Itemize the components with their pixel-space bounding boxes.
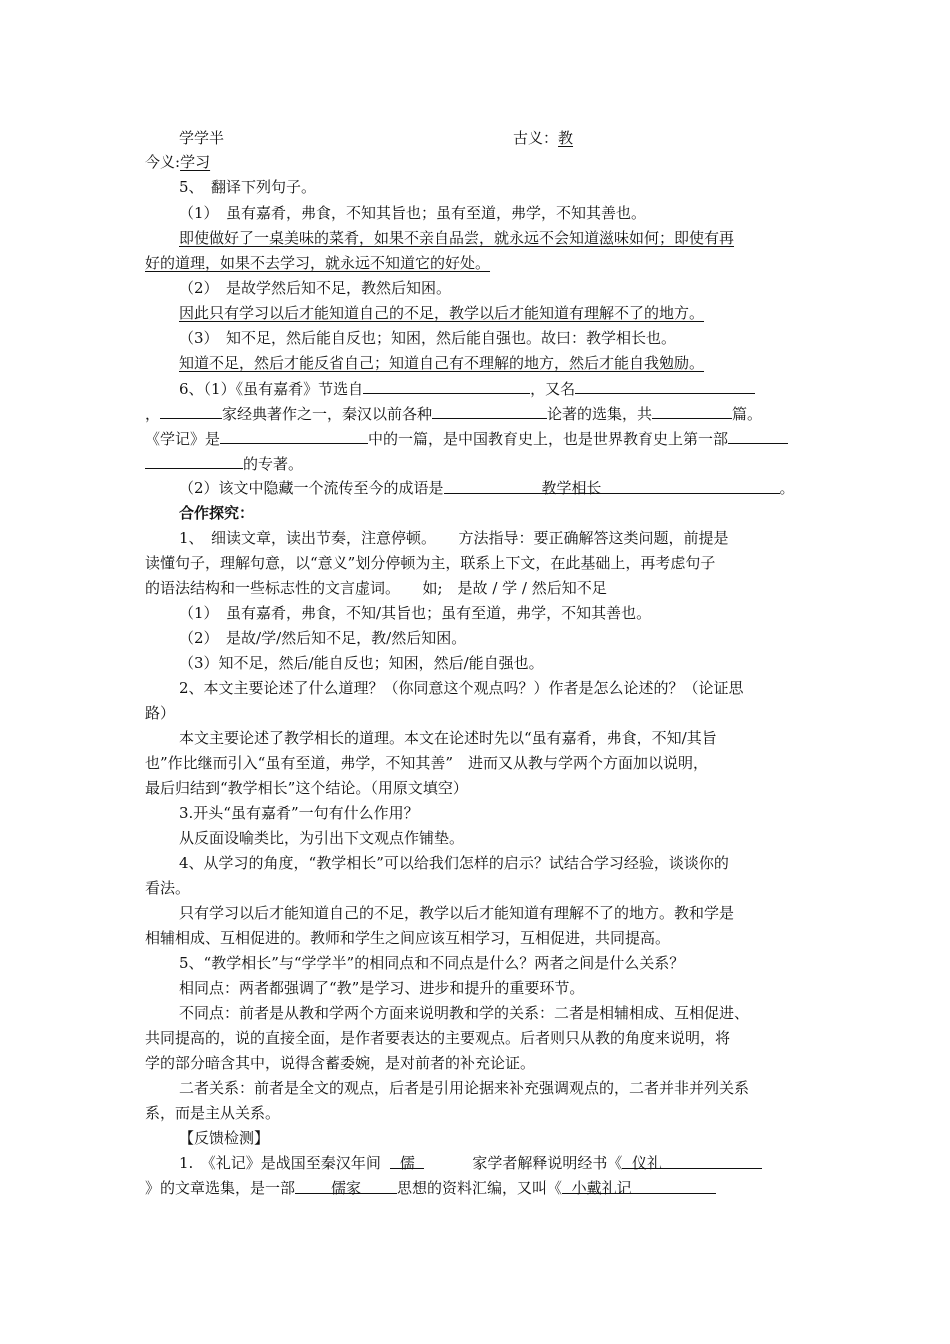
- feedback-blank[interactable]: [622, 1153, 762, 1172]
- coop-5-relation-1: 二者关系：前者是全文的观点，后者是引用论据来补充强调观点的，二者并非并列关系: [179, 1079, 750, 1097]
- coop-2-question-1: 2、本文主要论述了什么道理？（你同意这个观点吗？）作者是怎么论述的？（论证思: [179, 679, 744, 697]
- q5-sentence-3: （3） 知不足，然后能自反也；知困，然后能自强也。故曰：教学相长也。: [179, 329, 677, 347]
- fill-blank[interactable]: [220, 428, 368, 444]
- coop-1-sentence-3: （3）知不足，然后/能自反也；知困，然后/能自强也。: [179, 654, 544, 672]
- q6-text: 6、（1）《虽有嘉肴》节选自: [179, 380, 364, 398]
- coop-3-question: 3.开头“虽有嘉肴”一句有什么作用？: [179, 804, 419, 822]
- q6-text: 。: [779, 479, 795, 497]
- coop-4-question-1: 4、从学习的角度，“教学相长”可以给我们怎样的启示？试结合学习经验，谈谈你的: [179, 854, 729, 872]
- feedback-text: 》的文章选集，是一部: [145, 1179, 296, 1197]
- q6-text: 论著的选集，共: [547, 405, 653, 423]
- q6-text: 篇。: [732, 405, 763, 423]
- feedback-text: 思想的资料汇编，又叫《: [397, 1179, 563, 1197]
- coop-2-question-2: 路）: [145, 704, 176, 722]
- feedback-answer: 儒家: [331, 1179, 362, 1197]
- fill-blank[interactable]: [575, 378, 755, 394]
- q5-sentence-2: （2） 是故学然后知不足，教然后知困。: [179, 279, 452, 297]
- coop-1-sentence-2: （2） 是故/学/然后知不足，教/然后知困。: [179, 629, 467, 647]
- modern-meaning-value: 学习: [180, 153, 211, 171]
- q6-line-1: [179, 378, 755, 399]
- coop-5-diff-2: 共同提高的，说的直接全面，是作者要表达的主要观点。后者则只从教的角度来说明，将: [145, 1029, 731, 1047]
- q6-text: ，又名: [530, 380, 576, 398]
- coop-5-diff-3: 学的部分暗含其中，说得含蓄委婉，是对前者的补充论证。: [145, 1054, 536, 1072]
- xuexueban-term: 学学半: [179, 129, 225, 147]
- idiom-answer: 教学相长: [541, 479, 602, 497]
- feedback-blank[interactable]: [562, 1178, 716, 1197]
- coop-1-line-3: 的语法结构和一些标志性的文言虚词。 如; 是故 / 学 / 然后知不足: [145, 579, 607, 597]
- q6-line-2: [145, 403, 762, 424]
- q5-answer-3: 知道不足，然后才能反省自己；知道自己有不理解的地方，然后才能自我勉励。: [179, 354, 705, 372]
- coop-2-answer-1: 本文主要论述了教学相长的道理。本文在论述时先以“虽有嘉肴，弗食，不知/其旨: [179, 729, 717, 747]
- feedback-answer: 仪礼: [631, 1154, 662, 1172]
- idiom-answer-blank[interactable]: [444, 478, 780, 497]
- q5-answer-2: 因此只有学习以后才能知道自己的不足，教学以后才能知道有理解不了的地方。: [179, 304, 705, 322]
- fill-blank[interactable]: [728, 428, 788, 444]
- coop-4-question-2: 看法。: [145, 879, 191, 897]
- fill-blank[interactable]: [432, 403, 547, 419]
- q6-line-5: [179, 478, 795, 498]
- q6-text: ，: [145, 405, 161, 423]
- coop-1-line-2: 读懂句子，理解句意，以“意义”划分停顿为主，联系上下文，在此基础上，再考虑句子: [145, 554, 716, 572]
- q6-line-3: [145, 428, 788, 449]
- feedback-1-line-2: [145, 1178, 716, 1198]
- ancient-meaning-value: 教: [558, 129, 574, 147]
- ancient-meaning-label: 古义：: [513, 129, 559, 147]
- q5-sentence-1: （1） 虽有嘉肴，弗食，不知其旨也；虽有至道，弗学，不知其善也。: [179, 204, 647, 222]
- coop-2-answer-3: 最后归结到“教学相长”这个结论。（用原文填空）: [145, 779, 468, 797]
- coop-1-sentence-1: （1） 虽有嘉肴，弗食，不知/其旨也；虽有至道，弗学，不知其善也。: [179, 604, 652, 622]
- modern-meaning-label: 今义:: [145, 153, 181, 171]
- coop-5-diff-1: 不同点：前者是从教和学两个方面来说明教和学的关系：二者是相辅相成、互相促进、: [179, 1004, 750, 1022]
- q6-text: 中的一篇，是中国教育史上，也是世界教育史上第一部: [368, 430, 729, 448]
- q6-text: 的专著。: [243, 455, 304, 473]
- coop-5-relation-2: 系，而是主从关系。: [145, 1104, 281, 1122]
- feedback-1-line-1: [179, 1153, 762, 1173]
- q6-text: （2）该文中隐藏一个流传至今的成语是: [179, 479, 444, 497]
- q5-title: 5、 翻译下列句子。: [179, 178, 317, 196]
- modern-meaning: [145, 152, 210, 172]
- q6-line-4: [145, 453, 303, 474]
- coop-4-answer-1: 只有学习以后才能知道自己的不足，教学以后才能知道有理解不了的地方。教和学是: [179, 904, 735, 922]
- coop-5-same: 相同点：两者都强调了“教”是学习、进步和提升的重要环节。: [179, 979, 585, 997]
- q6-text: 《学记》是: [145, 430, 221, 448]
- feedback-heading: 【反馈检测】: [179, 1129, 270, 1147]
- coop-5-question: 5、“教学相长”与“学学半”的相同点和不同点是什么？两者之间是什么关系？: [179, 954, 685, 972]
- fill-blank[interactable]: [652, 403, 732, 419]
- feedback-answer: 儒: [399, 1154, 415, 1172]
- coop-4-answer-2: 相辅相成、互相促进的。教师和学生之间应该互相学习，互相促进，共同提高。: [145, 929, 671, 947]
- coop-2-answer-2: 也”作比继而引入“虽有至道，弗学，不知其善” 进而又从教与学两个方面加以说明，: [145, 754, 709, 772]
- fill-blank[interactable]: [160, 403, 222, 419]
- feedback-answer: 小戴礼记: [571, 1179, 632, 1197]
- feedback-text: 家学者解释说明经书《: [472, 1154, 623, 1172]
- coop-1-line-1: 1、 细读文章，读出节奏，注意停顿。 方法指导：要正确解答这类问题，前提是: [179, 529, 729, 547]
- feedback-blank[interactable]: [295, 1178, 397, 1197]
- q5-answer-1a: 即使做好了一桌美味的菜肴，如果不亲自品尝，就永远不会知道滋味如何；即使有再: [179, 229, 735, 247]
- coop-heading-text: 合作探究：: [179, 504, 255, 522]
- fill-blank[interactable]: [145, 453, 243, 469]
- feedback-text: 1. 《礼记》是战国至秦汉年间: [179, 1154, 381, 1172]
- q6-text: 家经典著作之一，秦汉以前各种: [222, 405, 433, 423]
- ancient-meaning: [513, 128, 573, 148]
- coop-3-answer: 从反面设喻类比，为引出下文观点作铺垫。: [179, 829, 465, 847]
- feedback-blank[interactable]: [390, 1153, 424, 1172]
- q5-answer-1b: 好的道理，如果不去学习，就永远不知道它的好处。: [145, 254, 491, 272]
- fill-blank[interactable]: [363, 378, 530, 394]
- coop-heading: [179, 503, 254, 523]
